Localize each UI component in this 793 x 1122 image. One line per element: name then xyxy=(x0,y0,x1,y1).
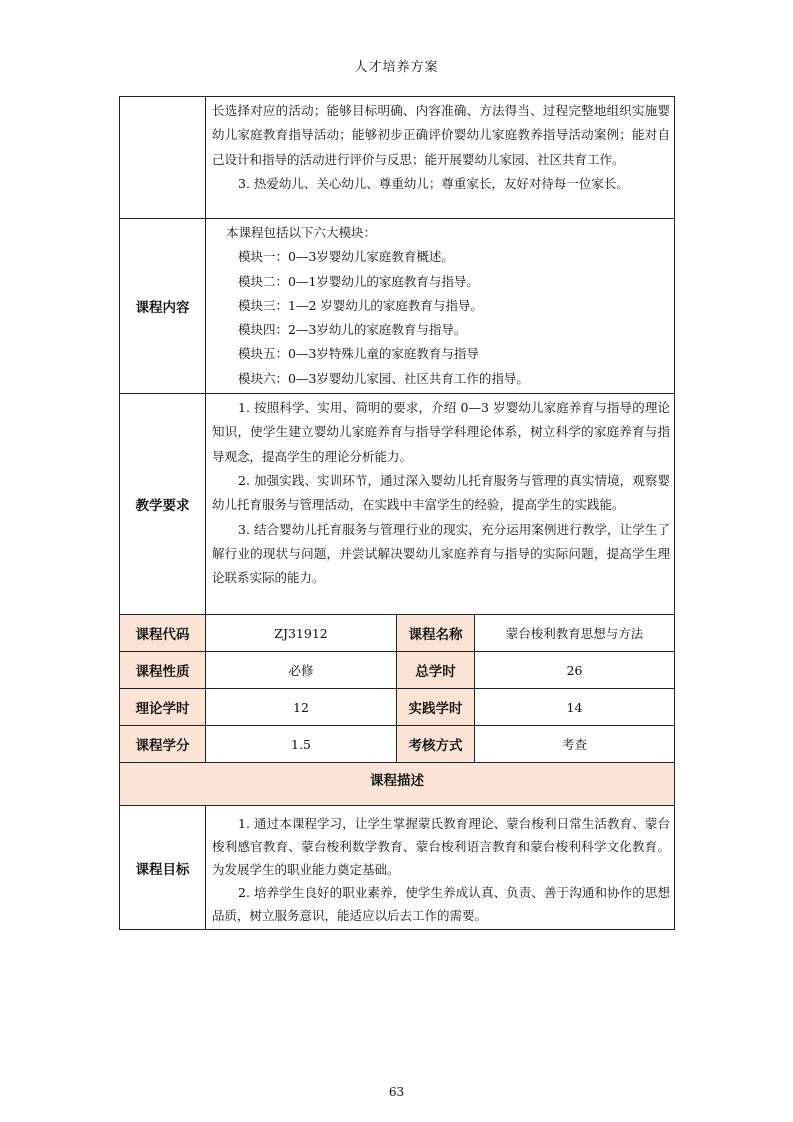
goal-item: 1. 通过本课程学习，让学生掌握蒙氏教育理论、蒙台梭利日常生活教育、蒙台梭利感官教育、蒙台梭利数学教育、蒙台梭利语言教育和蒙台梭利科学文化教育。为发展学生的职业能力奠定基础。 xyxy=(212,816,670,878)
requirements-label: 教学要求 xyxy=(120,394,206,615)
course-code-row xyxy=(120,615,675,652)
requirement-item: 3. 结合婴幼儿托育服务与管理行业的现实，充分运用案例进行教学，让学生了解行业的现状与问题，并尝试解决婴幼儿家庭养育与指导的实际问题，提高学生理论联系实际的能力。 xyxy=(212,521,670,586)
continued-label-cell xyxy=(120,97,206,219)
course-nature-label: 课程性质 xyxy=(120,652,206,689)
course-table xyxy=(119,96,675,930)
continued-content xyxy=(206,97,675,219)
goal-item: 2. 培养学生良好的职业素养，使学生养成认真、负责、善于沟通和协作的思想品质，树立服务意识，能适应以后去工作的需要。 xyxy=(212,885,670,924)
assessment-label: 考核方式 xyxy=(397,726,475,763)
practice-hours-label: 实践学时 xyxy=(397,689,475,726)
module-item: 模块四：2—3岁幼儿的家庭教育与指导。 xyxy=(238,322,467,338)
requirements-content xyxy=(206,394,675,615)
page-header-title: 人才培养方案 xyxy=(354,60,439,75)
course-name-label: 课程名称 xyxy=(397,615,475,652)
goals-row xyxy=(120,806,675,930)
practice-hours-value: 14 xyxy=(475,689,675,726)
credit-row xyxy=(120,726,675,763)
course-nature-row xyxy=(120,652,675,689)
requirements-row xyxy=(120,394,675,615)
course-code-value: ZJ31912 xyxy=(206,615,397,652)
theory-hours-value: 12 xyxy=(206,689,397,726)
continued-paragraph: 长选择对应的活动；能够目标明确、内容准确、方法得当、过程完整地组织实施婴幼儿家庭教育指导活动；能够初步正确评价婴幼儿家庭教养指导活动案例；能对自己设计和指导的活动进行评价与反思；能开展婴幼儿家园、社区共育工作。 xyxy=(212,103,670,167)
course-name-value: 蒙台梭利教育思想与方法 xyxy=(475,615,675,652)
goals-label: 课程目标 xyxy=(120,806,206,930)
continued-item-3: 3. 热爱幼儿、关心幼儿、尊重幼儿；尊重家长，友好对待每一位家长。 xyxy=(238,175,629,191)
theory-hours-label: 理论学时 xyxy=(120,689,206,726)
credit-label: 课程学分 xyxy=(120,726,206,763)
content-label: 课程内容 xyxy=(120,219,206,394)
description-row xyxy=(120,763,675,806)
total-hours-value: 26 xyxy=(475,652,675,689)
module-item: 模块六：0—3岁婴幼儿家园、社区共育工作的指导。 xyxy=(238,370,529,386)
credit-value: 1.5 xyxy=(206,726,397,763)
assessment-value: 考查 xyxy=(475,726,675,763)
goals-content xyxy=(206,806,675,930)
module-item: 模块一：0—3岁婴幼儿家庭教育概述。 xyxy=(238,249,454,265)
course-nature-value: 必修 xyxy=(206,652,397,689)
continued-row xyxy=(120,97,675,219)
course-code-label: 课程代码 xyxy=(120,615,206,652)
requirement-item: 1. 按照科学、实用、简明的要求，介绍 0—3 岁婴幼儿家庭养育与指导的理论知识，使学生建立婴幼儿家庭养育与指导学科理论体系，树立科学的家庭养育与指导观念，提高学生的理论分析能力。 xyxy=(212,400,670,464)
total-hours-label: 总学时 xyxy=(397,652,475,689)
module-item: 模块五：0—3岁特殊儿童的家庭教育与指导 xyxy=(238,346,479,362)
module-item: 模块三：1—2 岁婴幼儿的家庭教育与指导。 xyxy=(238,297,483,313)
content-row xyxy=(120,219,675,394)
hours-row xyxy=(120,689,675,726)
content-intro: 本课程包括以下六大模块： xyxy=(226,225,377,240)
description-heading: 课程描述 xyxy=(120,763,675,806)
requirement-item: 2. 加强实践、实训环节，通过深入婴幼儿托育服务与管理的真实情境，观察婴幼儿托育服务与管理活动，在实践中丰富学生的经验，提高学生的实践能。 xyxy=(212,472,670,513)
page-number: 63 xyxy=(388,1085,405,1099)
content-modules xyxy=(206,219,675,394)
module-item: 模块二：0—1岁婴幼儿的家庭教育与指导。 xyxy=(238,273,479,289)
